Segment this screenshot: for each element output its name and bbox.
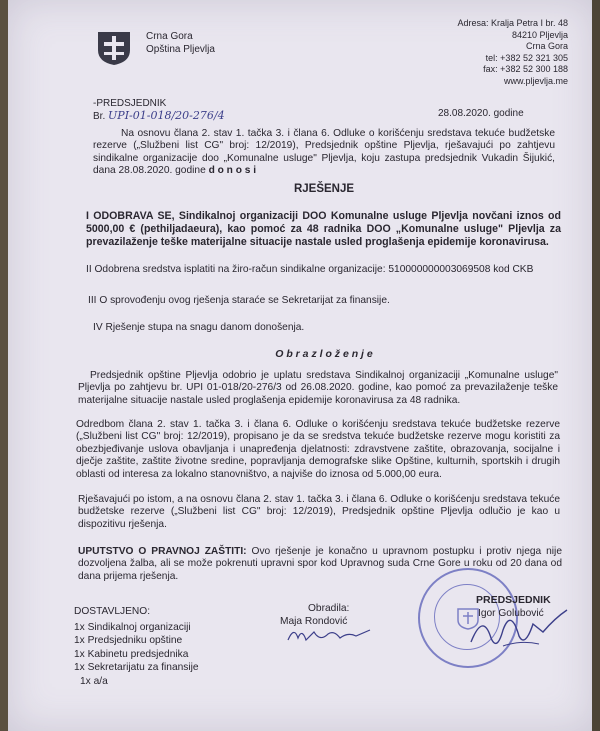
signer-title: PREDSJEDNIK [476, 594, 551, 606]
document-date: 28.08.2020. godine [438, 108, 524, 119]
reference-number [93, 110, 225, 123]
item-one: I ODOBRAVA SE, Sindikalnoj organizaciji DOO Komunalne usluge Pljevlja novčani iznos od 5000,00 € (pethiljadaeura), kao pomoć za 48 radnika DOO „Komunalne usluge" Pljevlja za prevazilaženje teške materijalne situacije nastale usled proglašenja epidemije koronavirusa. [86, 210, 561, 249]
coat-of-arms-logo [96, 28, 132, 66]
item-four: IV Rješenje stupa na snagu danom donošenja. [93, 322, 305, 333]
prepared-by-name: Maja Rondović [280, 616, 348, 627]
intro-decision-word: d o n o s i [208, 165, 257, 177]
background-edge [592, 0, 600, 731]
instruction-text: Ovo rješenje je konačno u upravnom postupku i protiv njega nije dozvoljena žalba, ali se može pokrenuti upravni spor kod Upravnog suda Crne Gore u roku od 20 dana od dana prijema rješenja. [78, 546, 562, 582]
office-label: -PREDSJEDNIK [93, 98, 167, 109]
address-street: Adresa: Kralja Petra I br. 48 [457, 18, 568, 28]
address-block [428, 18, 568, 87]
item-two: II Odobrena sredstva isplatiti na žiro-račun sindikalne organizacije: 510000000003069508 kod CKB [86, 264, 534, 275]
item-three: III O sprovođenju ovog rješenja staraće se Sekretarijat za finansije. [88, 295, 390, 306]
address-tel: tel: +382 52 321 305 [485, 52, 568, 63]
preparer-signature-icon [284, 622, 374, 646]
signer-signature-icon [463, 602, 573, 654]
signer-name: Igor Golubović [478, 608, 544, 619]
address-city: 84210 Pljevlja [511, 29, 568, 40]
intro-text: Na osnovu člana 2. stav 1. tačka 3. i člana 6. Odluke o korišćenju sredstava tekuće budžetske rezerve („Službeni list CG" broj: 12/2019), Predsjednik opštine Pljevlja, rješavajući po zahtjevu sindikalne organizacije doo „Komunalne usluge" Pljevlja, koju zastupa predsjednik Vukadin Šijukić, dana 28.08.2020. godine [93, 128, 555, 177]
delivered-item: 1x Sindikalnoj organizaciji [74, 622, 191, 633]
instruction-label: UPUTSTVO O PRAVNOJ ZAŠTITI: [78, 546, 247, 557]
delivered-item: 1x Predsjedniku opštine [74, 635, 183, 647]
reasoning-paragraph-1: Predsjednik opštine Pljevlja odobrio je uplatu sredstava Sindikalnoj organizaciji „Komunalne usluge" Pljevlja po zahtjevu br. UPI 01-018/20-276/3 od 26.08.2020. godine, kao pomoć za prevazilaženje teške materijalne situacije nastale usled proglašenja epidemije koronavirusa za 48 radnika. [78, 370, 558, 406]
intro-paragraph [93, 128, 555, 178]
address-fax: fax: +382 52 300 188 [483, 64, 568, 74]
document-title: RJEŠENJE [293, 183, 355, 195]
issuer-block [146, 30, 215, 56]
reasoning-title: O b r a z l o ž e n j e [275, 348, 373, 360]
delivered-list [74, 621, 199, 688]
delivered-item: 1x Sekretarijatu za finansije [74, 662, 199, 674]
delivered-item: 1x Kabinetu predsjednika [74, 648, 189, 660]
address-web: www.pljevlja.me [503, 75, 568, 86]
delivered-title: DOSTAVLJENO: [74, 606, 151, 617]
document-page [8, 0, 594, 731]
country-name: Crna Gora [146, 31, 193, 42]
prepared-by-label: Obradila: [308, 603, 350, 614]
background-edge-left [0, 0, 8, 731]
municipality-name: Opština Pljevlja [146, 44, 215, 55]
reference-number-handwritten: UPI-01-018/20-276/4 [108, 109, 225, 122]
delivered-item: 1x a/a [80, 675, 108, 687]
reasoning-paragraph-3: Rješavajući po istom, a na osnovu člana 2. stav 1. tačka 3. i člana 6. Odluke o korišćenju sredstava tekuće budžetske rezerve („Službeni list CG" broj: 12/2019), Predsjednik opštine Pljevlja odlučio je kao u dispozitivu rješenja. [78, 494, 560, 530]
reference-number-label: Br. [93, 111, 106, 122]
address-country: Crna Gora [525, 41, 568, 51]
reasoning-paragraph-2: Odredbom člana 2. stav 1. tačka 3. i člana 6. Odluke o korišćenju sredstava tekuće budžetske rezerve („Službeni list CG" broj: 12/2019), propisano je da se sredstva tekuće budžetske rezerve mogu koristiti za obezbjeđivanje uslova obavljanja i unapređenja djelatnosti: zdravstvene zaštite, obrazovanja, socijalne i dječje zaštite, zaštite životne sredine, popravljanja demografske slike Opštine, kulturnih, sportskih i drugih oblasti od interesa za lokalno stanovništvo, a najviše do iznosa od 5.000,00 eura. [76, 419, 560, 480]
